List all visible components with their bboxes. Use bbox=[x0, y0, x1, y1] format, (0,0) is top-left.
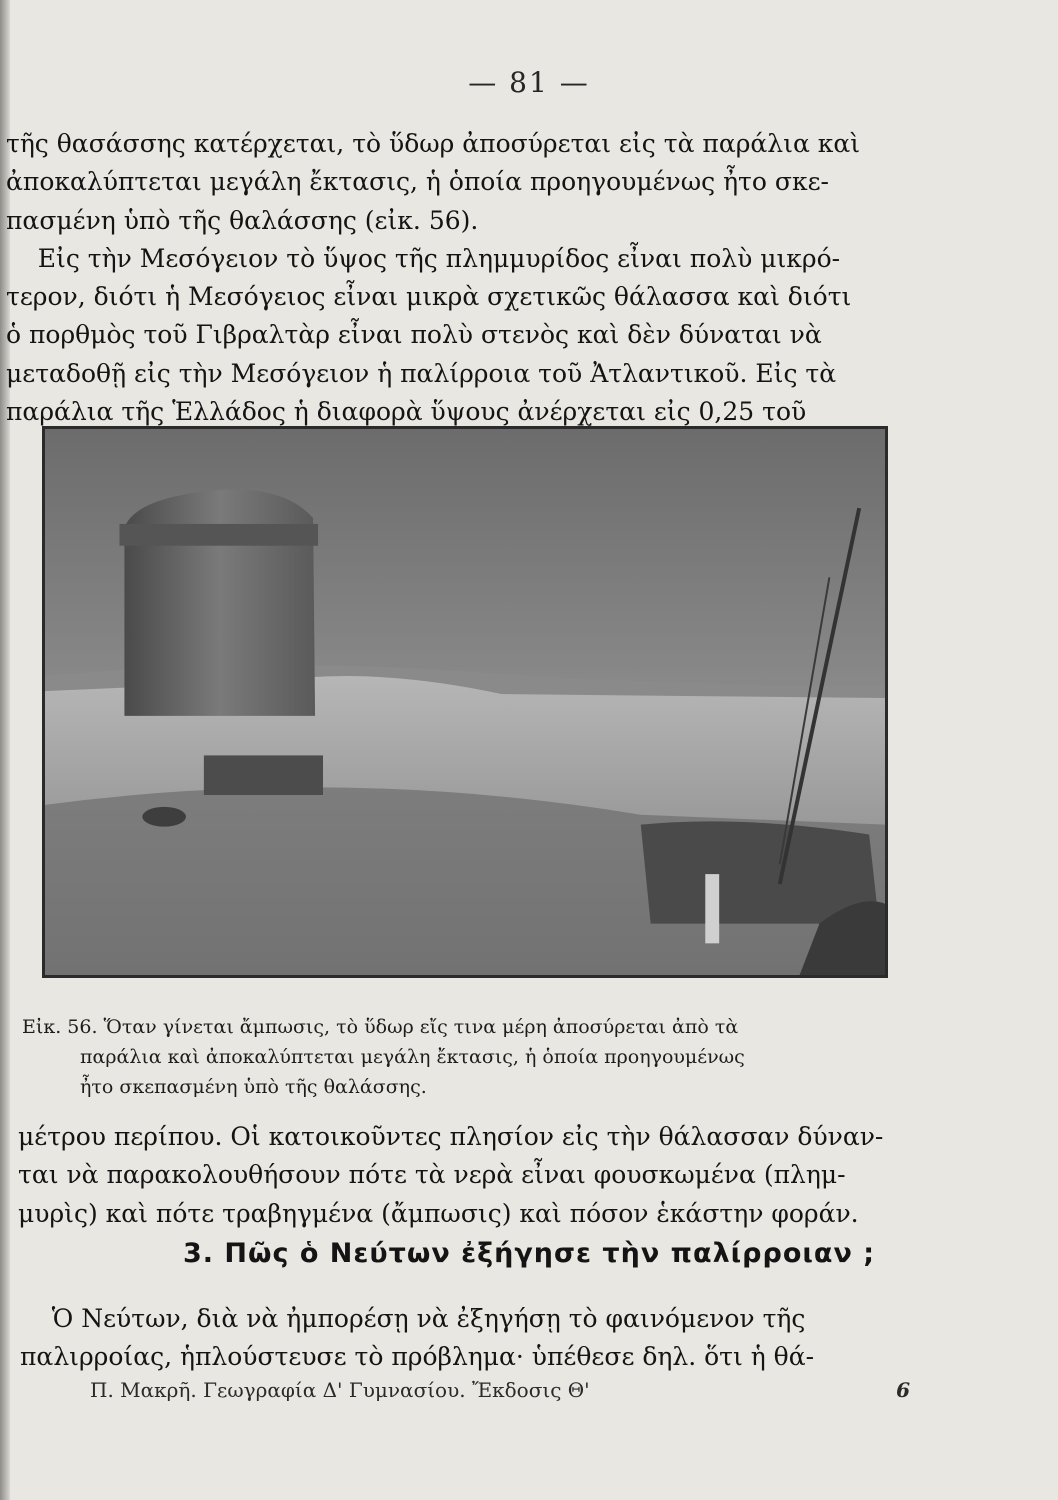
section-heading: 3. Πῶς ὁ Νεύτων ἐξήγησε τὴν παλίρροιαν ; bbox=[182, 1238, 876, 1269]
text-line: ται νὰ παρακολουθήσουν πότε τὰ νερὰ εἶναι φουσκωμένα (πλημ- bbox=[18, 1160, 846, 1190]
top-paragraph bbox=[6, 125, 932, 431]
text-line: ἀποκαλύπτεται μεγάλη ἔκτασις, ἡ ὁποία προηγουμένως ἦτο σκε- bbox=[6, 167, 829, 197]
text-line: Ὁ Νεύτων, διὰ νὰ ἠμπορέσῃ νὰ ἐξηγήσῃ τὸ φαινόμενον τῆς bbox=[20, 1304, 806, 1333]
final-paragraph bbox=[20, 1300, 932, 1377]
harbor-photo-illustration bbox=[45, 429, 885, 975]
caption-line: παράλια καὶ ἀποκαλύπτεται μεγάλη ἔκτασις, ἡ ὁποία προηγουμένως bbox=[80, 1046, 745, 1068]
text-line: μέτρου περίπου. Οἱ κατοικοῦντες πλησίον εἰς τὴν θάλασσαν δύναν- bbox=[18, 1122, 884, 1151]
text-line: τερον, διότι ἡ Μεσόγειος εἶναι μικρὰ σχετικῶς θάλασσα καὶ διότι bbox=[6, 282, 852, 312]
page-number: — 81 — bbox=[468, 66, 590, 99]
figure-caption bbox=[22, 1012, 930, 1102]
bottom-paragraph bbox=[18, 1118, 932, 1233]
text-line: τῆς θασάσσης κατέρχεται, τὸ ὕδωρ ἀποσύρεται εἰς τὰ παράλια καὶ bbox=[6, 129, 861, 158]
text-line: Εἰς τὴν Μεσόγειον τὸ ὕψος τῆς πλημμυρίδος εἶναι πολὺ μικρό- bbox=[6, 243, 841, 273]
text-line: παλιρροίας, ἡπλούστευσε τὸ πρόβλημα· ὑπέθεσε δηλ. ὅτι ἡ θά- bbox=[20, 1342, 815, 1372]
page-footer bbox=[90, 1378, 910, 1402]
caption-line: Εἰκ. 56. Ὅταν γίνεται ἄμπωσις, τὸ ὕδωρ εἴς τινα μέρη ἀποσύρεται ἀπὸ τὰ bbox=[22, 1016, 739, 1038]
footer-signature-mark: 6 bbox=[896, 1378, 910, 1402]
text-line: πασμένη ὑπὸ τῆς θαλάσσης (εἰκ. 56). bbox=[6, 205, 479, 235]
footer-text: Π. Μακρῆ. Γεωγραφία Δ' Γυμνασίου. Ἔκδοσις Θ' bbox=[90, 1378, 590, 1402]
figure-photo-tower-harbor bbox=[42, 426, 888, 978]
text-line: μεταδοθῇ εἰς τὴν Μεσόγειον ἡ παλίρροια τοῦ Ἀτλαντικοῦ. Εἰς τὰ bbox=[6, 358, 837, 388]
text-line: ὁ πορθμὸς τοῦ Γιβραλτὰρ εἶναι πολὺ στενὸς καὶ δὲν δύναται νὰ bbox=[6, 320, 822, 350]
text-line: μυρὶς) καὶ πότε τραβηγμένα (ἄμπωσις) καὶ πόσον ἑκάστην φοράν. bbox=[18, 1198, 859, 1228]
text-line: παράλια τῆς Ἑλλάδος ἡ διαφορὰ ὕψους ἀνέρχεται εἰς 0,25 τοῦ bbox=[6, 397, 807, 427]
caption-line: ἦτο σκεπασμένη ὑπὸ τῆς θαλάσσης. bbox=[80, 1076, 427, 1098]
